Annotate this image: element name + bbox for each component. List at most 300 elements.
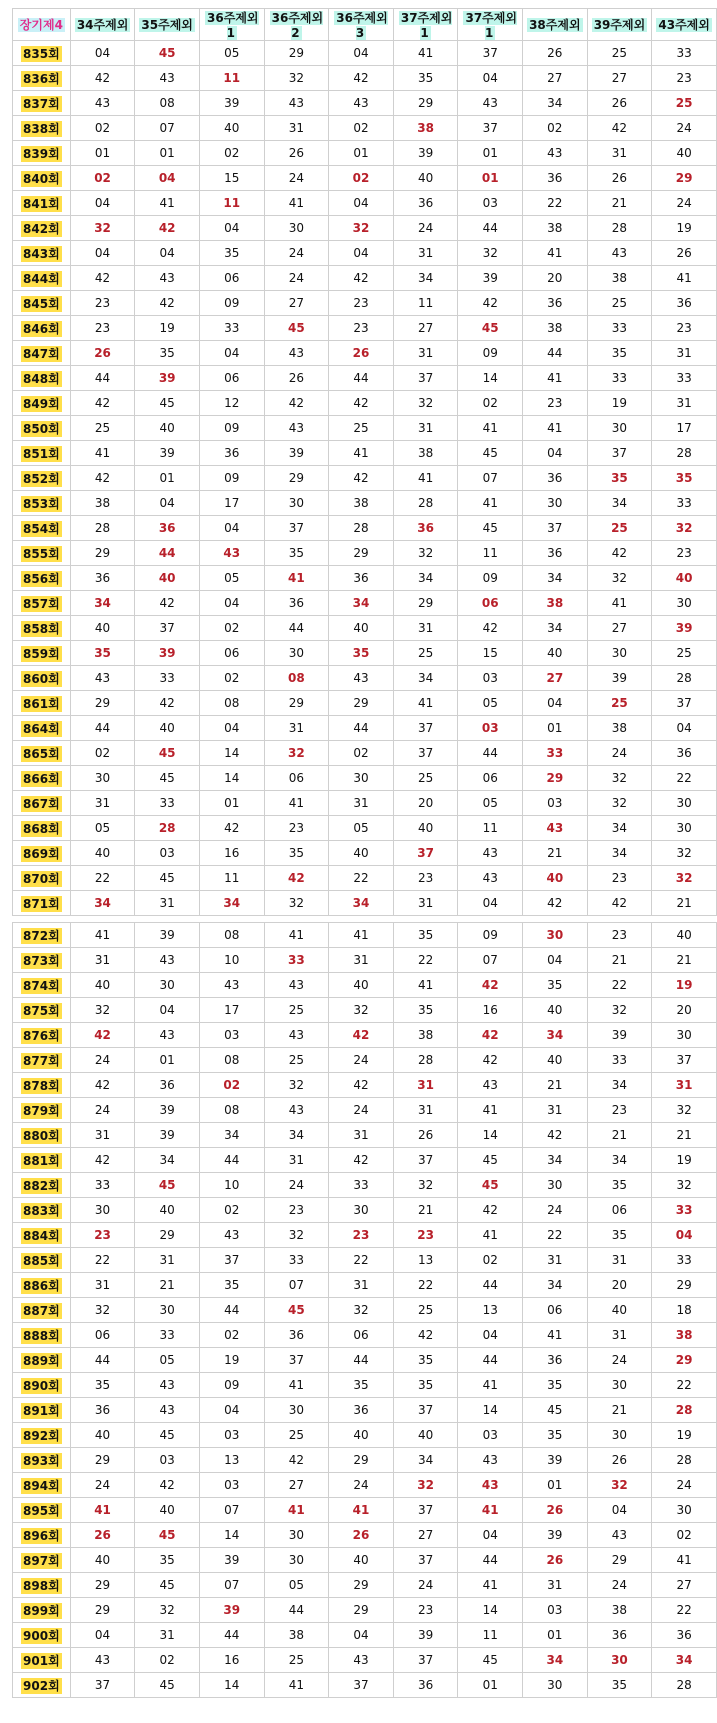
number-cell: 41 xyxy=(523,1323,588,1348)
number-cell: 26 xyxy=(587,166,652,191)
number-cell: 43 xyxy=(264,973,329,998)
number-cell: 37 xyxy=(264,516,329,541)
number-cell: 31 xyxy=(393,341,458,366)
table-row xyxy=(13,116,717,141)
round-label: 847회 xyxy=(13,341,71,366)
table-row xyxy=(13,841,717,866)
number-cell: 26 xyxy=(70,1523,135,1548)
round-label: 857회 xyxy=(13,591,71,616)
number-cell: 35 xyxy=(329,1373,394,1398)
number-cell: 34 xyxy=(587,1073,652,1098)
number-cell: 16 xyxy=(458,998,523,1023)
number-cell: 30 xyxy=(70,1198,135,1223)
number-cell: 24 xyxy=(70,1048,135,1073)
number-cell: 42 xyxy=(70,266,135,291)
number-cell: 33 xyxy=(652,491,717,516)
number-cell: 02 xyxy=(70,166,135,191)
number-cell: 33 xyxy=(652,1198,717,1223)
number-cell: 06 xyxy=(199,641,264,666)
number-cell: 31 xyxy=(393,891,458,916)
number-cell: 32 xyxy=(652,866,717,891)
number-cell: 39 xyxy=(199,1548,264,1573)
number-cell: 37 xyxy=(199,1248,264,1273)
number-cell: 13 xyxy=(199,1448,264,1473)
number-cell: 22 xyxy=(70,866,135,891)
number-cell: 09 xyxy=(458,341,523,366)
number-cell: 01 xyxy=(523,1473,588,1498)
table-row xyxy=(13,641,717,666)
number-cell: 35 xyxy=(199,1273,264,1298)
number-cell: 31 xyxy=(329,1123,394,1148)
number-cell: 40 xyxy=(523,866,588,891)
round-label: 850회 xyxy=(13,416,71,441)
number-cell: 01 xyxy=(135,141,200,166)
round-label: 860회 xyxy=(13,666,71,691)
number-cell: 20 xyxy=(587,1273,652,1298)
number-cell: 42 xyxy=(458,1198,523,1223)
number-cell: 43 xyxy=(135,1023,200,1048)
round-label: 855회 xyxy=(13,541,71,566)
table-row xyxy=(13,1423,717,1448)
number-cell: 15 xyxy=(458,641,523,666)
number-cell: 29 xyxy=(652,1273,717,1298)
table-row xyxy=(13,1323,717,1348)
number-cell: 05 xyxy=(458,691,523,716)
number-cell: 11 xyxy=(393,291,458,316)
number-cell: 42 xyxy=(329,391,394,416)
number-cell: 41 xyxy=(329,441,394,466)
number-cell: 25 xyxy=(652,91,717,116)
number-cell: 22 xyxy=(652,766,717,791)
number-cell: 26 xyxy=(393,1123,458,1148)
number-cell: 20 xyxy=(523,266,588,291)
table-row xyxy=(13,291,717,316)
number-cell: 41 xyxy=(264,191,329,216)
number-cell: 44 xyxy=(458,1348,523,1373)
number-cell: 10 xyxy=(199,1173,264,1198)
number-cell: 23 xyxy=(393,1598,458,1623)
number-cell: 09 xyxy=(458,923,523,948)
table-row xyxy=(13,141,717,166)
number-cell: 42 xyxy=(70,391,135,416)
table-row xyxy=(13,1173,717,1198)
number-cell: 06 xyxy=(264,766,329,791)
number-cell: 32 xyxy=(393,1173,458,1198)
number-cell: 35 xyxy=(393,66,458,91)
number-cell: 40 xyxy=(393,1423,458,1448)
number-cell: 21 xyxy=(523,1073,588,1098)
number-cell: 42 xyxy=(329,1148,394,1173)
number-cell: 37 xyxy=(135,616,200,641)
number-cell: 33 xyxy=(587,1048,652,1073)
number-cell: 05 xyxy=(458,791,523,816)
number-cell: 34 xyxy=(523,566,588,591)
number-cell: 21 xyxy=(652,1123,717,1148)
number-cell: 36 xyxy=(523,166,588,191)
number-cell: 43 xyxy=(70,1648,135,1673)
number-cell: 42 xyxy=(70,1073,135,1098)
number-cell: 02 xyxy=(329,741,394,766)
round-label: 898회 xyxy=(13,1573,71,1598)
round-label: 896회 xyxy=(13,1523,71,1548)
number-cell: 31 xyxy=(393,1073,458,1098)
number-cell: 24 xyxy=(652,1473,717,1498)
number-cell: 23 xyxy=(652,316,717,341)
number-cell: 03 xyxy=(135,841,200,866)
number-cell: 24 xyxy=(587,741,652,766)
round-label: 892회 xyxy=(13,1423,71,1448)
number-cell: 35 xyxy=(587,1223,652,1248)
number-cell: 39 xyxy=(135,1123,200,1148)
number-cell: 26 xyxy=(70,341,135,366)
number-cell: 02 xyxy=(329,116,394,141)
number-cell: 24 xyxy=(652,116,717,141)
number-cell: 43 xyxy=(264,341,329,366)
number-cell: 38 xyxy=(523,591,588,616)
number-cell: 22 xyxy=(329,1248,394,1273)
number-cell: 30 xyxy=(523,1673,588,1698)
number-cell: 27 xyxy=(264,291,329,316)
number-cell: 34 xyxy=(70,591,135,616)
number-cell: 26 xyxy=(587,91,652,116)
table-row xyxy=(13,416,717,441)
number-cell: 04 xyxy=(70,1623,135,1648)
number-cell: 34 xyxy=(135,1148,200,1173)
number-cell: 32 xyxy=(652,516,717,541)
number-cell: 43 xyxy=(458,91,523,116)
number-cell: 22 xyxy=(652,1373,717,1398)
number-cell: 42 xyxy=(70,66,135,91)
number-cell: 09 xyxy=(199,416,264,441)
number-cell: 42 xyxy=(587,891,652,916)
number-cell: 23 xyxy=(587,866,652,891)
number-cell: 03 xyxy=(199,1473,264,1498)
table-row xyxy=(13,341,717,366)
number-cell: 02 xyxy=(199,666,264,691)
number-cell: 32 xyxy=(329,216,394,241)
number-cell: 37 xyxy=(393,1398,458,1423)
number-cell: 36 xyxy=(199,441,264,466)
number-cell: 31 xyxy=(329,1273,394,1298)
number-cell: 35 xyxy=(587,341,652,366)
round-label: 841회 xyxy=(13,191,71,216)
number-cell: 24 xyxy=(329,1098,394,1123)
table-row xyxy=(13,791,717,816)
number-cell: 38 xyxy=(393,1023,458,1048)
number-cell: 03 xyxy=(523,791,588,816)
number-cell: 01 xyxy=(523,1623,588,1648)
round-label: 858회 xyxy=(13,616,71,641)
number-cell: 37 xyxy=(70,1673,135,1698)
round-label: 843회 xyxy=(13,241,71,266)
table-row xyxy=(13,466,717,491)
number-cell: 34 xyxy=(199,891,264,916)
number-cell: 42 xyxy=(70,466,135,491)
number-cell: 28 xyxy=(329,516,394,541)
table-row xyxy=(13,566,717,591)
number-cell: 41 xyxy=(458,416,523,441)
round-label: 897회 xyxy=(13,1548,71,1573)
number-cell: 44 xyxy=(458,741,523,766)
table-row xyxy=(13,1648,717,1673)
number-cell: 28 xyxy=(652,441,717,466)
number-cell: 11 xyxy=(199,191,264,216)
number-cell: 45 xyxy=(264,316,329,341)
round-label: 851회 xyxy=(13,441,71,466)
number-cell: 23 xyxy=(264,1198,329,1223)
number-cell: 26 xyxy=(523,1498,588,1523)
number-cell: 41 xyxy=(458,1498,523,1523)
number-cell: 06 xyxy=(458,766,523,791)
number-cell: 29 xyxy=(329,1448,394,1473)
round-label: 877회 xyxy=(13,1048,71,1073)
number-cell: 28 xyxy=(652,1398,717,1423)
number-cell: 39 xyxy=(652,616,717,641)
round-label: 849회 xyxy=(13,391,71,416)
number-cell: 33 xyxy=(264,1248,329,1273)
round-label: 872회 xyxy=(13,923,71,948)
number-cell: 37 xyxy=(393,1548,458,1573)
table-row xyxy=(13,1073,717,1098)
number-cell: 32 xyxy=(587,766,652,791)
number-cell: 31 xyxy=(523,1248,588,1273)
number-cell: 36 xyxy=(393,1673,458,1698)
number-cell: 42 xyxy=(70,1023,135,1048)
number-cell: 19 xyxy=(652,1423,717,1448)
round-label: 889회 xyxy=(13,1348,71,1373)
number-cell: 04 xyxy=(458,1523,523,1548)
number-cell: 36 xyxy=(587,1623,652,1648)
number-cell: 29 xyxy=(135,1223,200,1248)
number-cell: 05 xyxy=(70,816,135,841)
number-cell: 44 xyxy=(264,1598,329,1623)
table-row xyxy=(13,891,717,916)
number-cell: 32 xyxy=(393,391,458,416)
table-row xyxy=(13,766,717,791)
number-cell: 37 xyxy=(393,1648,458,1673)
table-row xyxy=(13,691,717,716)
number-cell: 32 xyxy=(587,998,652,1023)
number-cell: 39 xyxy=(199,1598,264,1623)
number-cell: 19 xyxy=(652,1148,717,1173)
number-cell: 05 xyxy=(329,816,394,841)
number-cell: 40 xyxy=(329,841,394,866)
round-label: 894회 xyxy=(13,1473,71,1498)
number-cell: 04 xyxy=(652,1223,717,1248)
number-cell: 04 xyxy=(70,241,135,266)
number-cell: 43 xyxy=(458,1448,523,1473)
number-cell: 25 xyxy=(393,1298,458,1323)
number-cell: 08 xyxy=(135,91,200,116)
number-cell: 36 xyxy=(329,1398,394,1423)
number-cell: 20 xyxy=(393,791,458,816)
number-cell: 36 xyxy=(70,1398,135,1423)
number-cell: 04 xyxy=(199,216,264,241)
number-cell: 01 xyxy=(523,716,588,741)
number-cell: 13 xyxy=(393,1248,458,1273)
number-cell: 15 xyxy=(199,166,264,191)
results-table-wrapper xyxy=(12,8,717,1698)
number-cell: 28 xyxy=(652,1448,717,1473)
number-cell: 28 xyxy=(393,1048,458,1073)
table-row xyxy=(13,1473,717,1498)
table-row xyxy=(13,616,717,641)
number-cell: 35 xyxy=(199,241,264,266)
number-cell: 41 xyxy=(393,973,458,998)
number-cell: 18 xyxy=(652,1298,717,1323)
number-cell: 41 xyxy=(587,591,652,616)
number-cell: 08 xyxy=(199,1098,264,1123)
number-cell: 43 xyxy=(135,1373,200,1398)
number-cell: 02 xyxy=(70,741,135,766)
number-cell: 31 xyxy=(587,141,652,166)
table-row xyxy=(13,66,717,91)
number-cell: 38 xyxy=(329,491,394,516)
number-cell: 04 xyxy=(523,441,588,466)
number-cell: 42 xyxy=(135,291,200,316)
number-cell: 30 xyxy=(264,1398,329,1423)
number-cell: 04 xyxy=(458,66,523,91)
number-cell: 04 xyxy=(458,1323,523,1348)
number-cell: 03 xyxy=(523,1598,588,1623)
number-cell: 43 xyxy=(458,1073,523,1098)
number-cell: 07 xyxy=(458,948,523,973)
number-cell: 43 xyxy=(264,91,329,116)
number-cell: 39 xyxy=(135,366,200,391)
number-cell: 37 xyxy=(393,1148,458,1173)
number-cell: 23 xyxy=(70,1223,135,1248)
number-cell: 27 xyxy=(264,1473,329,1498)
number-cell: 02 xyxy=(458,1248,523,1273)
number-cell: 40 xyxy=(199,116,264,141)
number-cell: 02 xyxy=(135,1648,200,1673)
number-cell: 34 xyxy=(523,1648,588,1673)
header-row xyxy=(13,9,717,41)
round-label: 866회 xyxy=(13,766,71,791)
number-cell: 04 xyxy=(135,166,200,191)
number-cell: 42 xyxy=(135,591,200,616)
number-cell: 25 xyxy=(652,641,717,666)
round-label: 890회 xyxy=(13,1373,71,1398)
number-cell: 38 xyxy=(587,266,652,291)
table-row xyxy=(13,1048,717,1073)
table-row xyxy=(13,266,717,291)
number-cell: 33 xyxy=(264,948,329,973)
number-cell: 42 xyxy=(135,216,200,241)
number-cell: 16 xyxy=(199,1648,264,1673)
round-label: 836회 xyxy=(13,66,71,91)
number-cell: 35 xyxy=(70,1373,135,1398)
number-cell: 41 xyxy=(70,441,135,466)
number-cell: 04 xyxy=(70,41,135,66)
number-cell: 34 xyxy=(264,1123,329,1148)
number-cell: 45 xyxy=(458,1173,523,1198)
number-cell: 27 xyxy=(393,1523,458,1548)
number-cell: 44 xyxy=(70,366,135,391)
number-cell: 41 xyxy=(652,1548,717,1573)
table-row xyxy=(13,391,717,416)
round-label: 886회 xyxy=(13,1273,71,1298)
number-cell: 11 xyxy=(458,541,523,566)
round-label: 887회 xyxy=(13,1298,71,1323)
number-cell: 41 xyxy=(70,923,135,948)
number-cell: 11 xyxy=(199,66,264,91)
number-cell: 11 xyxy=(458,1623,523,1648)
number-cell: 36 xyxy=(652,741,717,766)
round-label: 842회 xyxy=(13,216,71,241)
number-cell: 31 xyxy=(70,791,135,816)
number-cell: 02 xyxy=(652,1523,717,1548)
round-label: 853회 xyxy=(13,491,71,516)
number-cell: 31 xyxy=(135,1623,200,1648)
number-cell: 44 xyxy=(199,1148,264,1173)
round-label: 870회 xyxy=(13,866,71,891)
round-label: 856회 xyxy=(13,566,71,591)
round-label: 845회 xyxy=(13,291,71,316)
number-cell: 35 xyxy=(587,1673,652,1698)
number-cell: 04 xyxy=(70,191,135,216)
number-cell: 34 xyxy=(587,1148,652,1173)
number-cell: 41 xyxy=(523,241,588,266)
number-cell: 23 xyxy=(652,66,717,91)
table-row xyxy=(13,1098,717,1123)
number-cell: 29 xyxy=(652,1348,717,1373)
number-cell: 40 xyxy=(70,1423,135,1448)
number-cell: 42 xyxy=(458,616,523,641)
number-cell: 32 xyxy=(393,541,458,566)
number-cell: 14 xyxy=(458,1398,523,1423)
number-cell: 25 xyxy=(393,766,458,791)
number-cell: 35 xyxy=(393,1348,458,1373)
number-cell: 36 xyxy=(523,291,588,316)
number-cell: 44 xyxy=(70,716,135,741)
number-cell: 02 xyxy=(199,1323,264,1348)
number-cell: 42 xyxy=(329,1073,394,1098)
number-cell: 43 xyxy=(70,666,135,691)
number-cell: 02 xyxy=(523,116,588,141)
number-cell: 22 xyxy=(393,1273,458,1298)
number-cell: 26 xyxy=(329,341,394,366)
number-cell: 23 xyxy=(523,391,588,416)
number-cell: 30 xyxy=(264,1548,329,1573)
number-cell: 31 xyxy=(523,1098,588,1123)
number-cell: 42 xyxy=(264,1448,329,1473)
number-cell: 22 xyxy=(652,1598,717,1623)
round-label: 835회 xyxy=(13,41,71,66)
number-cell: 20 xyxy=(652,998,717,1023)
number-cell: 43 xyxy=(264,416,329,441)
number-cell: 04 xyxy=(135,491,200,516)
number-cell: 40 xyxy=(329,1548,394,1573)
number-cell: 04 xyxy=(523,948,588,973)
column-header: 36주제외3 xyxy=(329,9,394,41)
number-cell: 02 xyxy=(70,116,135,141)
number-cell: 42 xyxy=(523,891,588,916)
number-cell: 33 xyxy=(523,741,588,766)
number-cell: 24 xyxy=(652,191,717,216)
number-cell: 45 xyxy=(458,441,523,466)
table-row xyxy=(13,1148,717,1173)
number-cell: 23 xyxy=(652,541,717,566)
table-row xyxy=(13,191,717,216)
table-row xyxy=(13,666,717,691)
number-cell: 39 xyxy=(587,666,652,691)
table-row xyxy=(13,41,717,66)
number-cell: 11 xyxy=(199,866,264,891)
number-cell: 02 xyxy=(199,141,264,166)
number-cell: 29 xyxy=(652,166,717,191)
number-cell: 42 xyxy=(135,1473,200,1498)
